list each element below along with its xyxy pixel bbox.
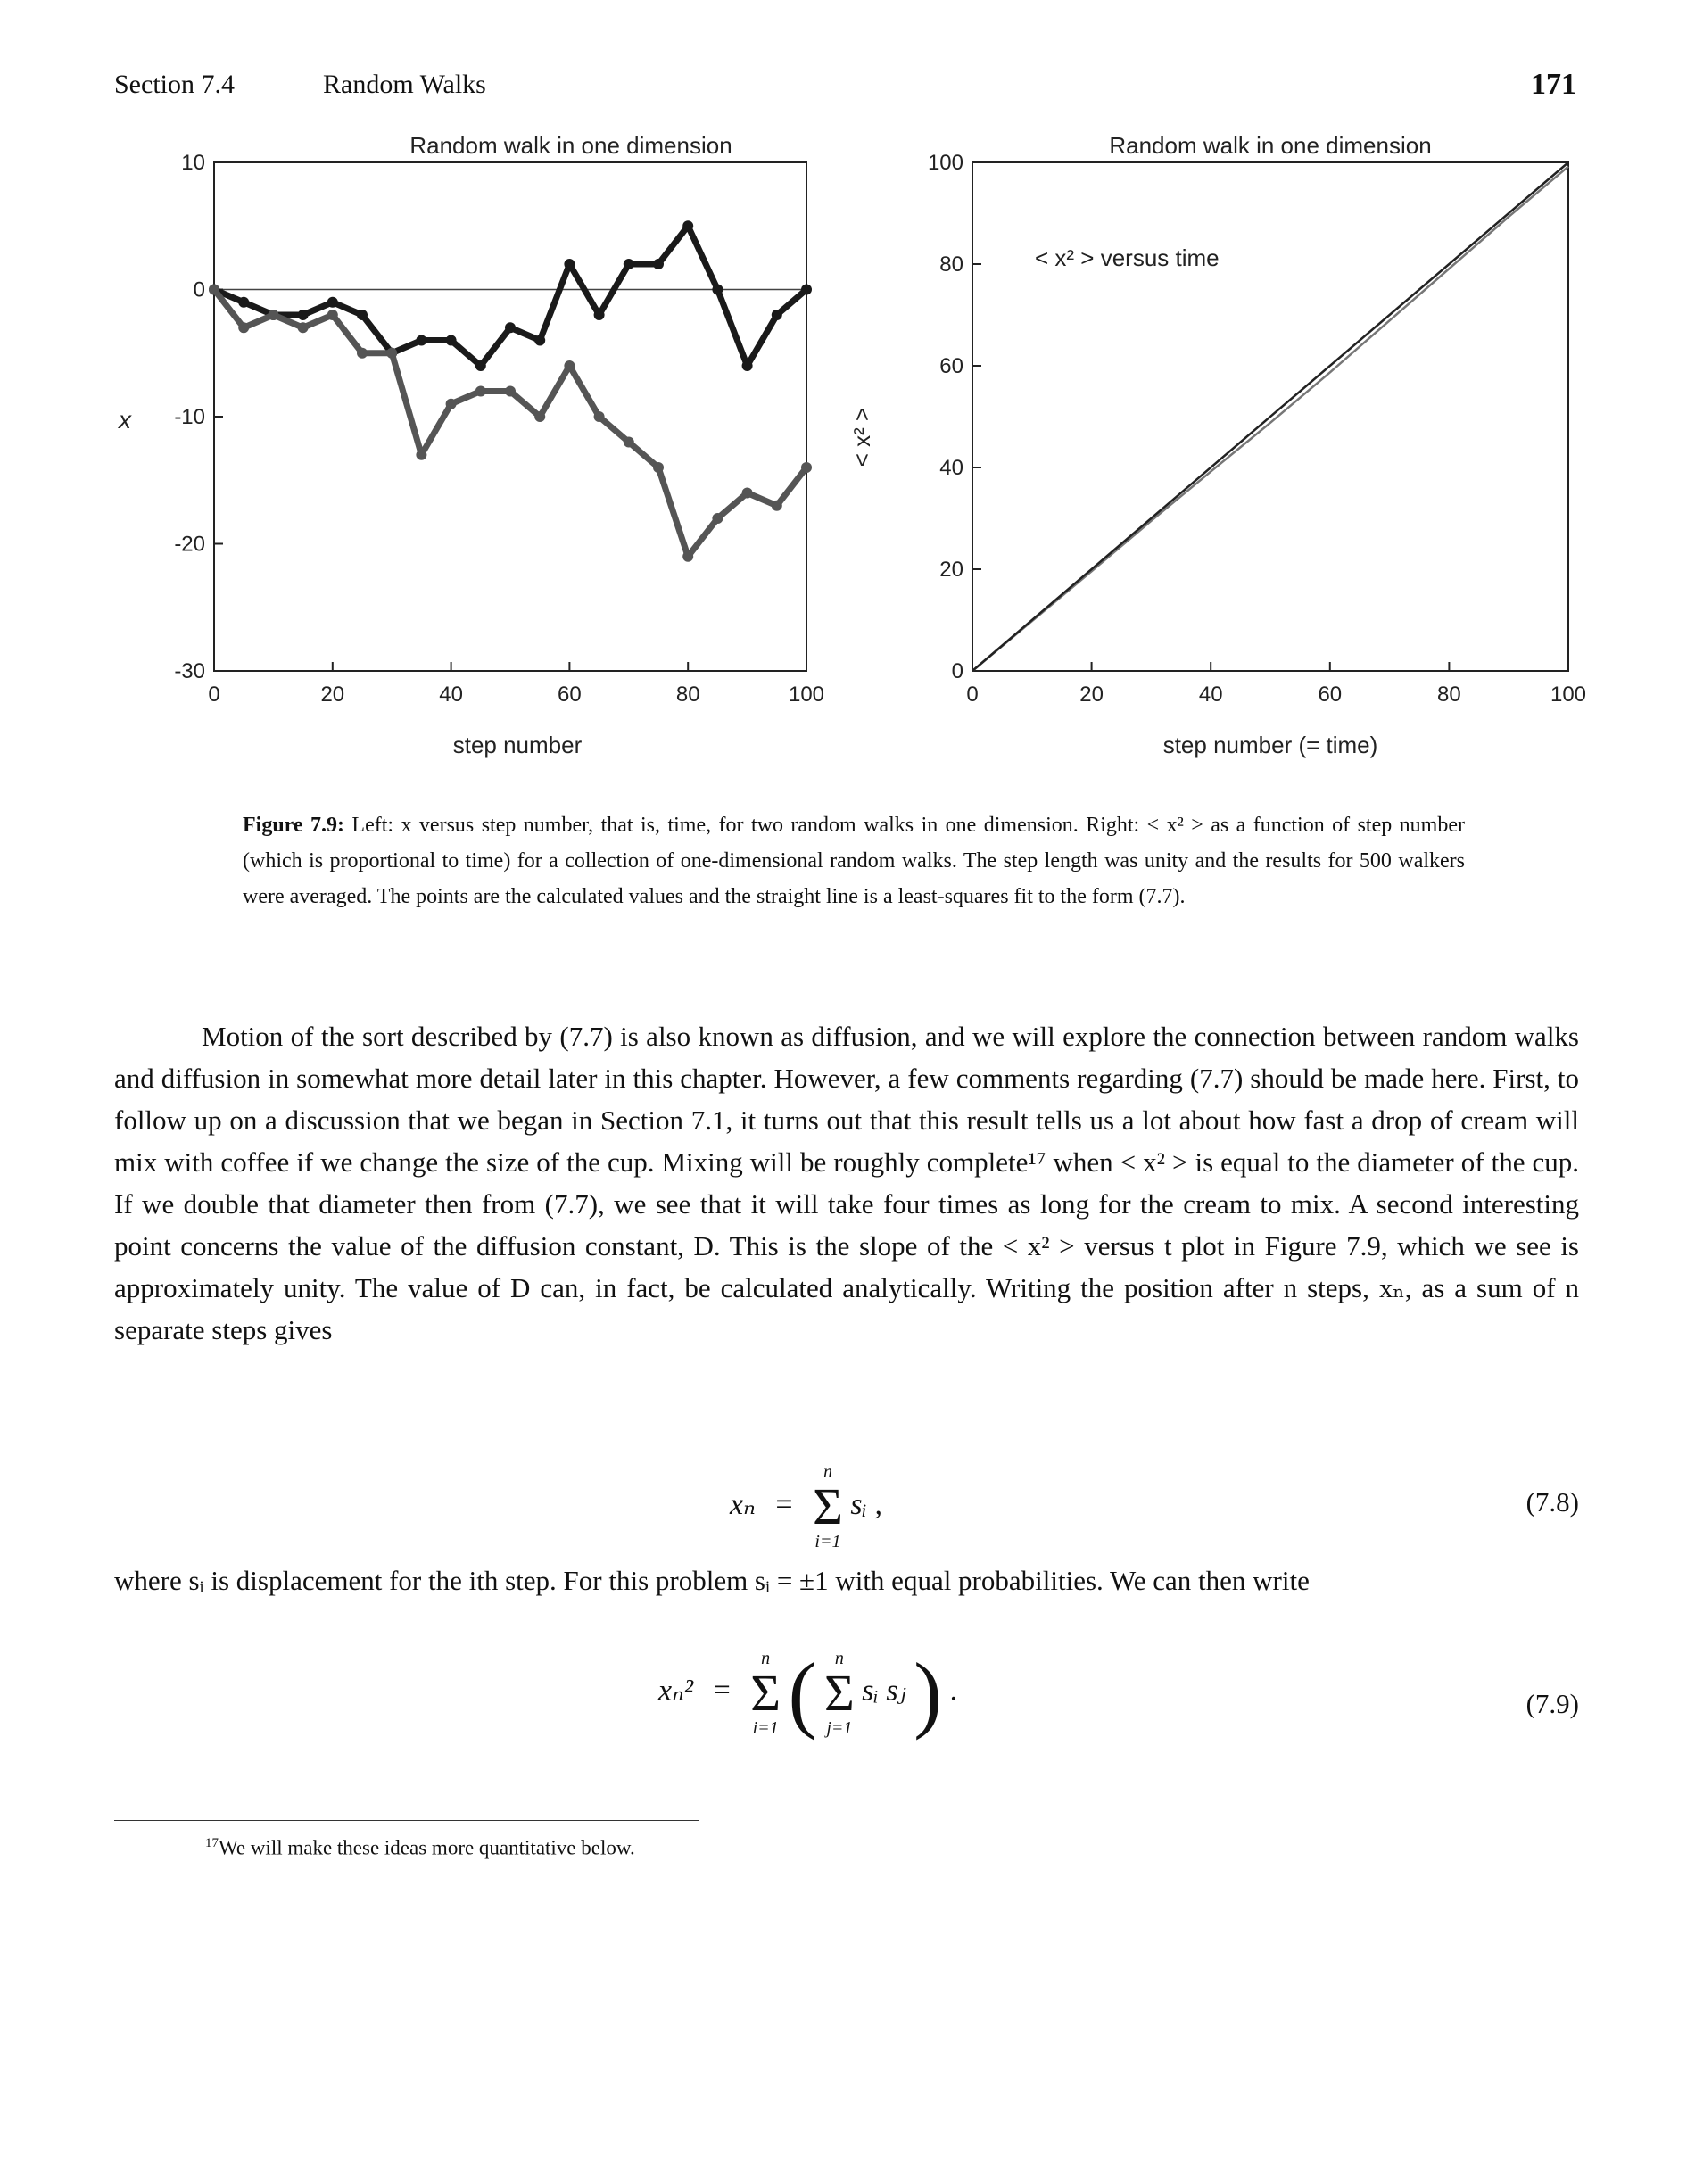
equation-number-7-9: (7.9) [1526,1688,1579,1719]
left-chart-ylabel: x [119,406,131,434]
left-chart-xlabel: step number [452,732,583,758]
cr-ytick-label: 0 [951,659,963,683]
cr-xtick-label: 60 [1318,682,1343,707]
cl-xtick-label: 100 [788,682,825,707]
footnote-mark: 17 [205,1836,219,1850]
page-number: 171 [1531,68,1576,101]
running-header-title: Random Walks [323,70,486,99]
right-chart-annotation: < x² > versus time [1035,244,1220,271]
cr-xtick-label: 0 [966,682,979,707]
equation-number-7-8: (7.8) [1526,1486,1579,1518]
cl-xtick-label: 20 [320,682,345,707]
body-text-after-eq1: where sᵢ is displacement for the ith step. For this problem sᵢ = ±1 with equal probabilities. We can then write [114,1565,1310,1596]
eq2-sigma: Σ [750,1663,781,1722]
eq2-sum-bottom: i=1 [752,1717,779,1738]
figure-label: Figure 7.9: [243,814,344,837]
cl-ytick-label: -10 [174,405,205,429]
right-chart-ylabel: < x² > [848,407,875,467]
footnote-text: We will make these ideas more quantitative below. [219,1836,635,1859]
footnote [205,1836,635,1860]
footnote-rule [114,1820,699,1821]
cl-xtick-label: 60 [558,682,582,707]
cl-xtick-label: 0 [208,682,220,707]
cr-ytick-label: 20 [939,558,963,582]
right-mean-square-chart [0,0,1695,785]
eq2-outer-summation [750,1650,781,1737]
running-header-section: Section 7.4 [114,70,235,99]
eq1-sigma: Σ [813,1477,843,1535]
eq2-equals: = [713,1674,731,1708]
cr-xtick-label: 80 [1437,682,1461,707]
right-chart-xlabel: step number (= time) [1162,732,1378,758]
cl-ytick-label: -30 [174,659,205,683]
cl-xtick-label: 80 [675,682,700,707]
cr-series-1-line [972,162,1568,671]
cl-ytick-label: 0 [193,277,205,302]
cr-xtick-label: 20 [1079,682,1104,707]
body-text [114,1015,1579,1351]
eq2-sum-top: n [761,1648,771,1668]
eq2-inner-bottom: j=1 [826,1717,853,1738]
eq1-sum-top: n [823,1462,832,1482]
eq2-left-paren: ( [788,1645,817,1741]
eq2-inner-summation [824,1650,855,1737]
cr-ytick-label: 80 [939,252,963,277]
equation-7-9 [114,1643,1579,1768]
eq1-equals: = [775,1487,793,1521]
eq1-lhs: xₙ [730,1487,756,1521]
cl-xtick-label: 40 [439,682,463,707]
paragraph-diffusion: Motion of the sort described by (7.7) is also known as diffusion, and we will explore the connection between random walks and diffusion in somewhat more detail later in this chapter. However, a few comments regarding (7.7) should be made here. First, to follow up on a discussion that we began in Section 7.1, it turns out that this result tells us a lot about how fast a drop of cream will mix with coffee if we change the size of the cup. Mixing will be roughly complete¹⁷ when < x² > is equal to the diameter of the cup. If we double that diameter then from (7.7), we see that it will take four times as long for the cream to mix. A second interesting point concerns the value of the diffusion constant, D. This is the slope of the < x² > versus t plot in Figure 7.9, which we see is approximately unity. The value of D can, in fact, be calculated analytically. Writing the position after n steps, xₙ, as a sum of n separate steps gives [114,1021,1579,1345]
eq2-inner-top: n [834,1648,844,1668]
eq2-tail: . [949,1674,958,1708]
eq1-rhs: sᵢ , [850,1487,882,1521]
right-chart-title: Random walk in one dimension [1109,132,1432,159]
cr-ytick-label: 60 [939,354,963,378]
cr-ytick-label: 40 [939,456,963,480]
left-chart-title: Random walk in one dimension [409,132,732,159]
eq2-right-paren: ) [914,1645,943,1741]
figure-caption [243,807,1465,914]
eq2-rhs: sᵢ sⱼ [862,1674,906,1708]
cr-xtick-label: 100 [1550,682,1587,707]
eq1-sum-bottom: i=1 [814,1532,841,1551]
eq1-summation [813,1463,843,1551]
equation-7-9-body [658,1643,957,1742]
cr-xtick-label: 40 [1198,682,1223,707]
equation-7-8-body [730,1463,882,1551]
caption-text: Left: x versus step number, that is, time, for two random walks in one dimension. Right: < x² > as a function of step number (which is proportional to time) for a collection of one-dimensional random walks. The step length was unity and the results for 500 walkers were averaged. The points are the calculated values and the straight line is a least-squares fit to the form (7.7). [243,814,1465,908]
cl-ytick-label: -20 [174,532,205,557]
cl-ytick-label: 10 [181,151,205,175]
cr-ytick-label: 100 [927,151,963,175]
eq2-inner-sigma: Σ [824,1663,855,1722]
equation-7-8 [114,1454,1579,1552]
right-chart-series [972,162,1568,671]
eq2-lhs: xₙ² [658,1674,694,1708]
